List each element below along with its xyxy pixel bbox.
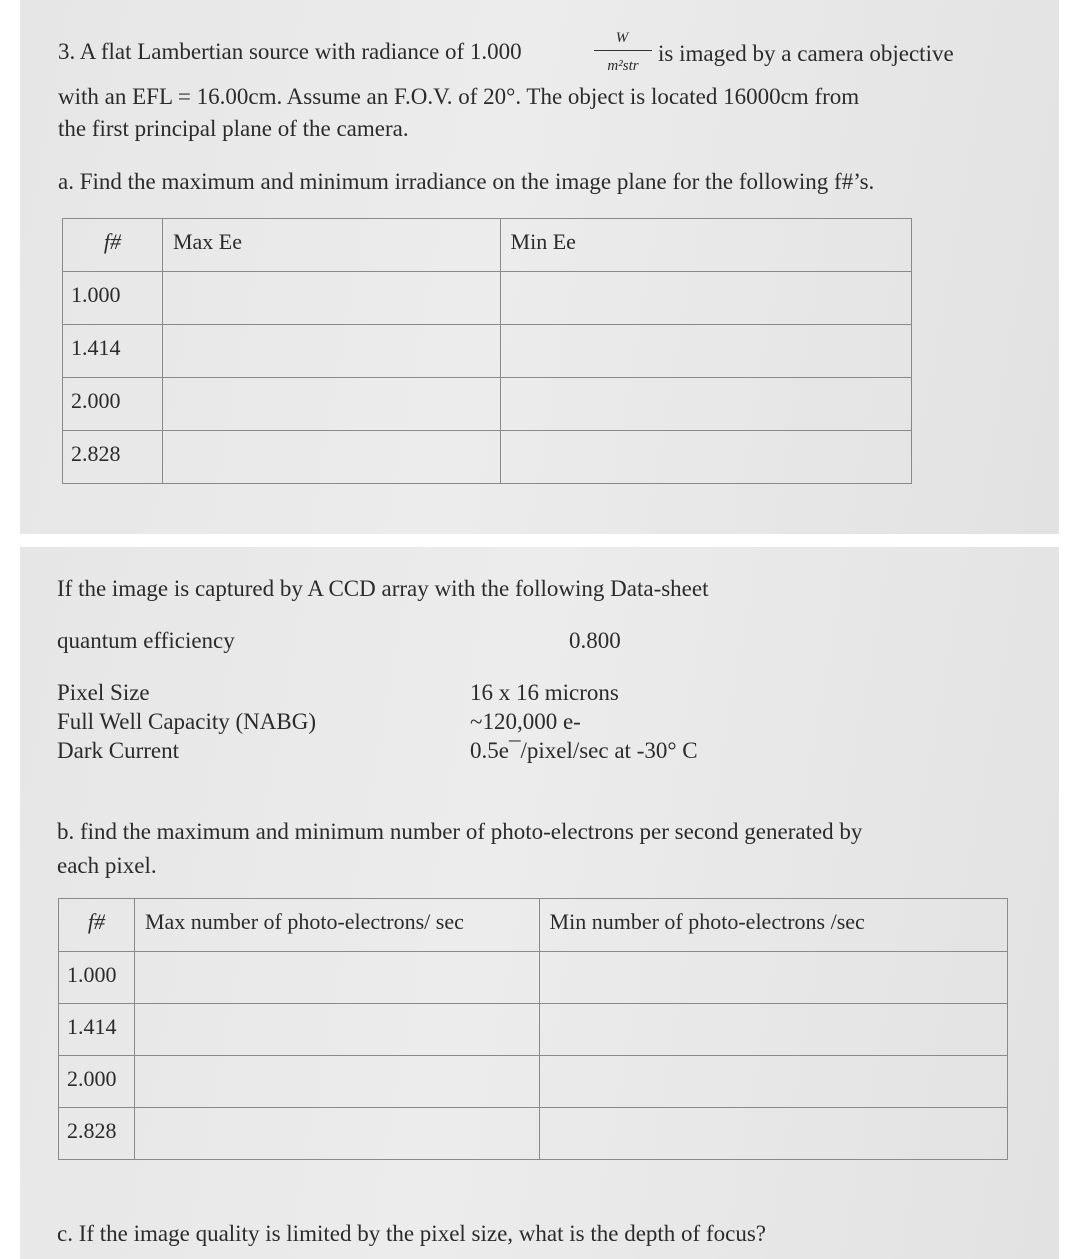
spec-value-pixel-size: 16 x 16 microns bbox=[470, 680, 619, 705]
spec-value-full-well: ~120,000 e- bbox=[470, 709, 581, 734]
max-electrons-cell[interactable] bbox=[134, 1056, 539, 1108]
unit-denominator: m²str bbox=[607, 58, 639, 74]
fnum-cell: 1.000 bbox=[59, 952, 135, 1004]
table-row bbox=[59, 1056, 1008, 1108]
spec-value-dark-current: 0.5e¯/pixel/sec at -30° C bbox=[470, 738, 698, 763]
min-electrons-cell[interactable] bbox=[539, 1004, 1007, 1056]
problem-line3: the first principal plane of the camera. bbox=[58, 116, 409, 141]
header-fnum: f# bbox=[59, 899, 135, 952]
min-electrons-cell[interactable] bbox=[539, 952, 1007, 1004]
min-electrons-cell[interactable] bbox=[539, 1108, 1007, 1160]
header-max-electrons: Max number of photo-electrons/ sec bbox=[134, 899, 539, 952]
max-electrons-cell[interactable] bbox=[134, 1004, 539, 1056]
table-row bbox=[59, 1108, 1008, 1160]
unit-numerator: W bbox=[615, 30, 629, 46]
table-row bbox=[59, 952, 1008, 1004]
spec-value-qe: 0.800 bbox=[569, 628, 621, 653]
max-ee-cell[interactable] bbox=[162, 378, 500, 431]
max-ee-cell[interactable] bbox=[162, 431, 500, 484]
header-min-electrons: Min number of photo-electrons /sec bbox=[539, 899, 1007, 952]
fnum-cell: 1.414 bbox=[63, 325, 163, 378]
spec-label-dark-current: Dark Current bbox=[57, 738, 179, 763]
problem-line1-suffix: is imaged by a camera objective bbox=[658, 41, 954, 66]
table-row bbox=[63, 378, 912, 431]
fnum-cell: 1.414 bbox=[59, 1004, 135, 1056]
part-c-question: c. If the image quality is limited by the pixel size, what is the depth of focus? bbox=[57, 1221, 766, 1246]
spec-label-qe: quantum efficiency bbox=[57, 628, 235, 653]
fnum-cell: 2.000 bbox=[63, 378, 163, 431]
problem-panel-bottom bbox=[20, 547, 1059, 1259]
max-ee-cell[interactable] bbox=[162, 325, 500, 378]
photo-electron-table bbox=[58, 898, 1008, 1160]
header-min-ee: Min Ee bbox=[500, 219, 911, 272]
table-row bbox=[63, 325, 912, 378]
table-header-row bbox=[59, 899, 1008, 952]
problem-panel-top bbox=[20, 0, 1059, 534]
max-electrons-cell[interactable] bbox=[134, 952, 539, 1004]
part-a-question: a. Find the maximum and minimum irradiance on the image plane for the following f#’s. bbox=[58, 169, 875, 194]
irradiance-table bbox=[62, 218, 912, 484]
fnum-cell: 1.000 bbox=[63, 272, 163, 325]
table-header-row bbox=[63, 219, 912, 272]
fnum-cell: 2.828 bbox=[59, 1108, 135, 1160]
problem-line2: with an EFL = 16.00cm. Assume an F.O.V. of 20°. The object is located 16000cm from bbox=[58, 84, 860, 109]
max-electrons-cell[interactable] bbox=[134, 1108, 539, 1160]
header-max-ee: Max Ee bbox=[162, 219, 500, 272]
fnum-cell: 2.828 bbox=[63, 431, 163, 484]
table-row bbox=[63, 431, 912, 484]
table-row bbox=[59, 1004, 1008, 1056]
ccd-intro: If the image is captured by A CCD array with the following Data-sheet bbox=[57, 576, 709, 601]
min-ee-cell[interactable] bbox=[500, 431, 911, 484]
max-ee-cell[interactable] bbox=[162, 272, 500, 325]
table-row bbox=[63, 272, 912, 325]
header-fnum: f# bbox=[63, 219, 163, 272]
spec-label-full-well: Full Well Capacity (NABG) bbox=[57, 709, 316, 734]
fnum-cell: 2.000 bbox=[59, 1056, 135, 1108]
min-electrons-cell[interactable] bbox=[539, 1056, 1007, 1108]
spec-label-pixel-size: Pixel Size bbox=[57, 680, 150, 705]
fraction-bar bbox=[594, 50, 652, 51]
problem-line1-prefix: 3. A flat Lambertian source with radiance of 1.000 bbox=[58, 39, 522, 64]
part-b-question-line2: each pixel. bbox=[57, 853, 157, 878]
part-b-question-line1: b. find the maximum and minimum number of photo-electrons per second generated by bbox=[57, 819, 863, 844]
min-ee-cell[interactable] bbox=[500, 272, 911, 325]
min-ee-cell[interactable] bbox=[500, 325, 911, 378]
min-ee-cell[interactable] bbox=[500, 378, 911, 431]
